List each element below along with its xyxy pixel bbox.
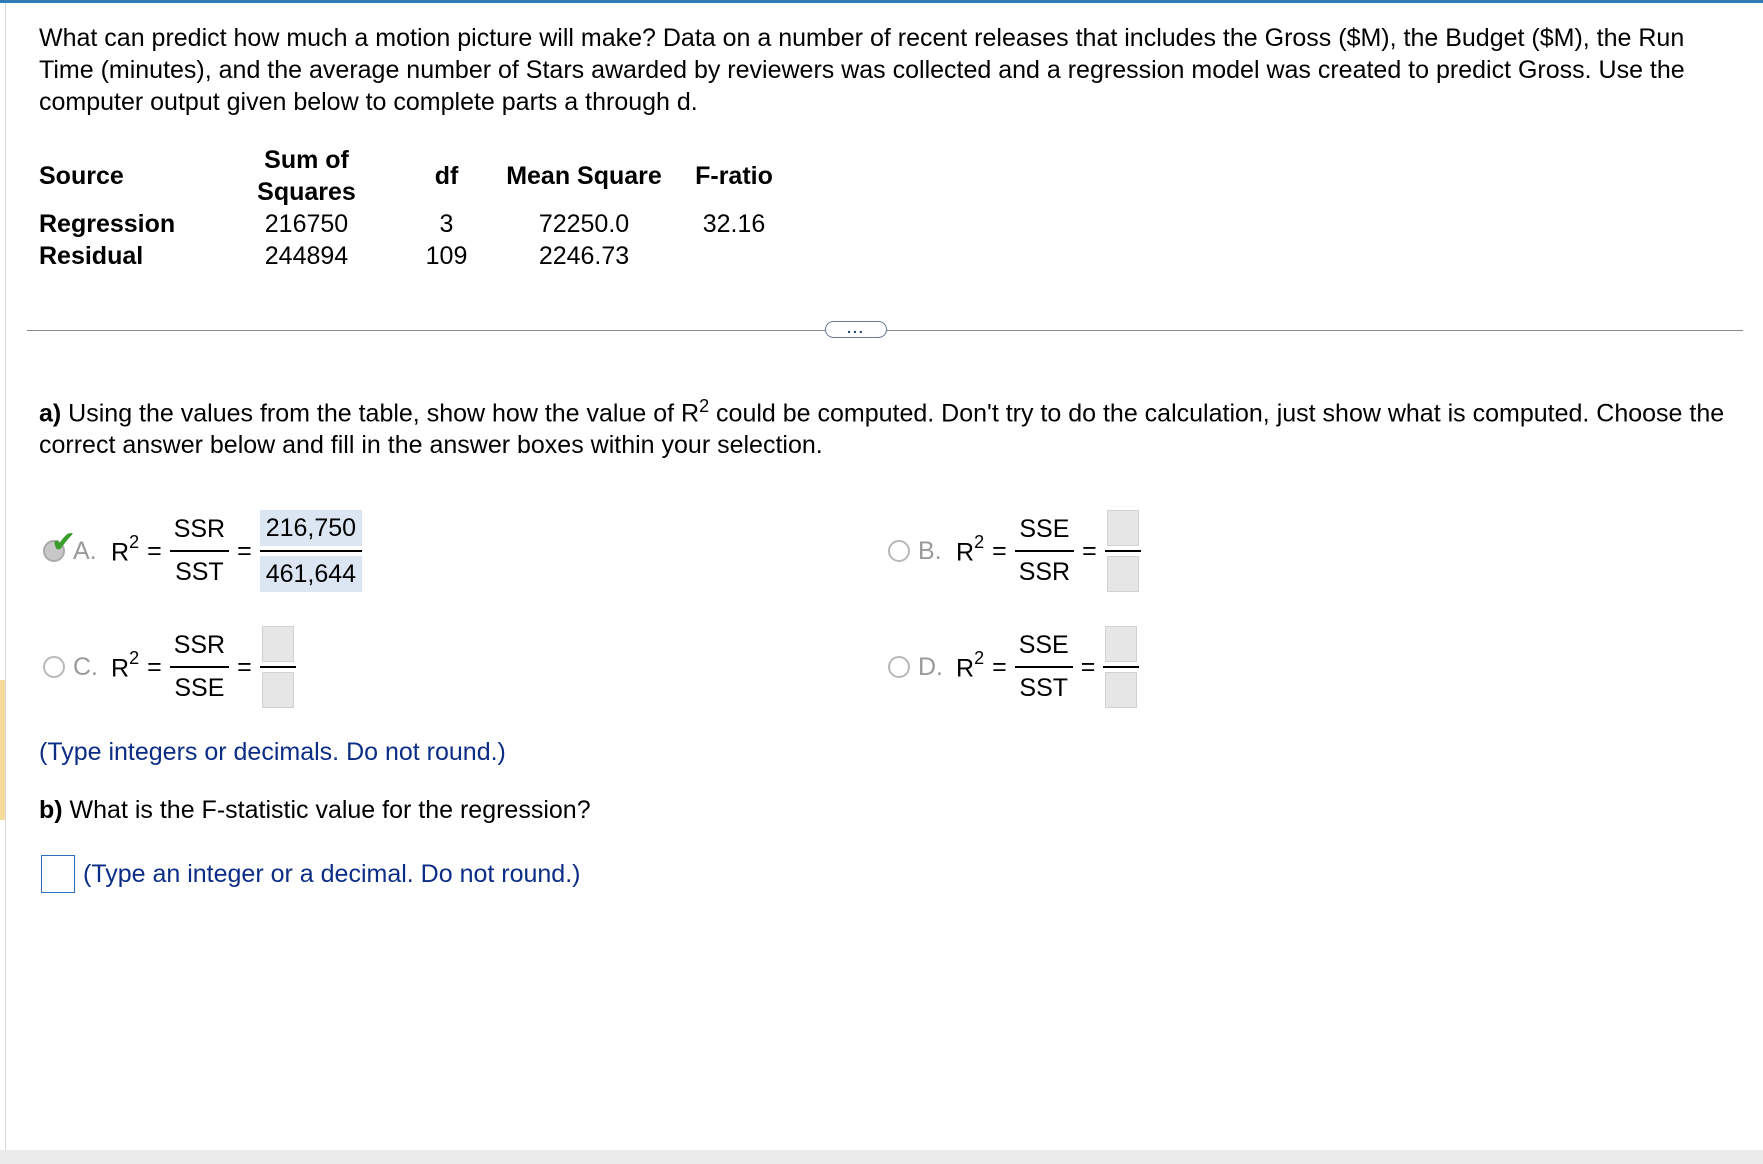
answer-fraction xyxy=(1103,626,1139,708)
denominator-answer-box[interactable] xyxy=(1105,672,1137,708)
numerator-answer-box[interactable] xyxy=(262,626,294,662)
radio-button[interactable] xyxy=(888,540,910,562)
table-cell: 72250.0 xyxy=(538,210,630,238)
choice-letter: A. xyxy=(73,536,97,565)
r-squared-label: $R^2$ xyxy=(956,647,985,683)
choice-letter: D. xyxy=(918,652,943,681)
equals-sign: = xyxy=(1082,536,1097,565)
fraction-numerator: SSE xyxy=(1019,515,1070,543)
numerator-answer-box[interactable]: 216,750 xyxy=(260,510,362,546)
fraction-denominator: SST xyxy=(175,558,224,586)
numerator-answer-box[interactable] xyxy=(1107,510,1139,546)
question-text: What can predict how much a motion picture will make? Data on a number of recent releases that includes the Gross ($M), the Budget ($M), the Run Time (minutes), and the average number of Stars awarded by reviewers was collected and a regression model was created to predict Gross. Use the computer output given below to complete parts a through d. xyxy=(39,24,1685,116)
part-b-text: What is the F-statistic value for the regression? xyxy=(62,796,591,824)
f-statistic-input[interactable] xyxy=(41,855,75,893)
choice-letter: C. xyxy=(73,652,98,681)
equals-sign: = xyxy=(1080,652,1096,681)
top-border xyxy=(0,0,1763,3)
denominator-answer-box[interactable]: 461,644 xyxy=(260,556,362,592)
denominator-answer-box[interactable] xyxy=(262,672,294,708)
formula-fraction xyxy=(1015,515,1074,587)
equals-sign: = xyxy=(147,536,162,565)
table-cell: 109 xyxy=(425,242,468,270)
fraction-numerator: SSR xyxy=(173,515,226,543)
part-label: b) xyxy=(39,796,63,824)
fraction-bar xyxy=(260,550,362,552)
table-header: Mean Square xyxy=(506,162,662,190)
table-cell: 32.16 xyxy=(702,210,766,238)
table-cell: 3 xyxy=(439,210,454,238)
checkmark-icon: ✔ xyxy=(51,526,77,559)
anova-table xyxy=(39,144,794,272)
table-cell: 244894 xyxy=(264,242,349,270)
table-header-row xyxy=(39,144,794,208)
fraction-bar xyxy=(1103,666,1139,668)
superscript: 2 xyxy=(699,396,710,416)
equals-sign: = xyxy=(992,652,1007,681)
more-button[interactable] xyxy=(825,321,887,338)
formula-fraction xyxy=(1015,631,1073,703)
answer-fraction xyxy=(1105,510,1141,592)
answer-fraction xyxy=(260,626,296,708)
table-cell: Residual xyxy=(39,242,144,270)
fraction-bar xyxy=(260,666,296,668)
table-header: df xyxy=(434,162,459,190)
table-cell: 2246.73 xyxy=(538,242,630,270)
part-a-text-before: Using the values from the table, show how the value of R xyxy=(61,399,700,428)
left-accent xyxy=(0,680,5,820)
table-cell: Regression xyxy=(39,210,176,238)
radio-button[interactable] xyxy=(888,656,910,678)
equals-sign: = xyxy=(147,652,162,681)
part-b-answer-row xyxy=(41,855,581,893)
table-row xyxy=(39,208,794,240)
choice-c[interactable] xyxy=(43,626,296,708)
fraction-denominator: SSR xyxy=(1018,558,1071,586)
radio-button[interactable] xyxy=(43,526,77,562)
equals-sign: = xyxy=(237,652,252,681)
table-cell xyxy=(674,240,794,272)
fraction-numerator: SSE xyxy=(1018,631,1069,659)
r-squared-label: $R^2$ xyxy=(956,531,985,567)
choice-d[interactable] xyxy=(888,626,1139,708)
formula-fraction xyxy=(170,515,229,587)
choice-a[interactable] xyxy=(43,510,362,592)
part-b-prompt xyxy=(39,794,591,826)
equals-sign: = xyxy=(237,536,252,565)
radio-button[interactable] xyxy=(43,656,65,678)
fraction-denominator: SST xyxy=(1019,674,1069,702)
bottom-band xyxy=(0,1150,1763,1164)
part-label: a) xyxy=(39,399,62,428)
choice-letter: B. xyxy=(918,536,942,565)
part-a-prompt xyxy=(39,390,1739,461)
equals-sign: = xyxy=(992,536,1007,565)
answer-fraction xyxy=(260,510,362,592)
formula-fraction xyxy=(170,631,229,703)
fraction-denominator: SSE xyxy=(174,674,225,702)
table-header: F-ratio xyxy=(695,162,773,190)
table-cell: 216750 xyxy=(264,210,349,238)
left-border xyxy=(5,3,6,1153)
r-squared-label: $R^2$ xyxy=(111,647,140,683)
r-squared-label: $R^2$ xyxy=(111,531,140,567)
table-header: Sum of Squares xyxy=(257,146,356,206)
fraction-numerator: SSR xyxy=(173,631,226,659)
numerator-answer-box[interactable] xyxy=(1105,626,1137,662)
fraction-bar xyxy=(1105,550,1141,552)
hint-text: (Type an integer or a decimal. Do not round.) xyxy=(83,859,581,888)
part-a-text-after: could be computed. Don't try to do the calculation, just show what is computed. Choose the correct answer below and fill in the answer boxes within your selection. xyxy=(39,399,1725,460)
table-row xyxy=(39,240,794,272)
ellipsis-icon: ... xyxy=(847,319,865,336)
hint-text: (Type integers or decimals. Do not round.) xyxy=(39,738,506,766)
denominator-answer-box[interactable] xyxy=(1107,556,1139,592)
choice-b[interactable] xyxy=(888,510,1141,592)
table-header: Source xyxy=(39,162,124,190)
